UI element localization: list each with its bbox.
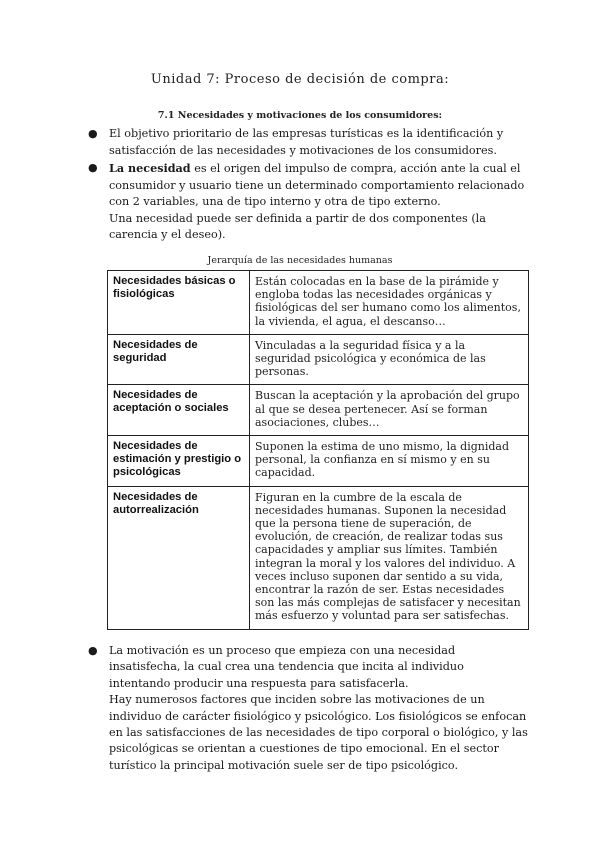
bold-term: La necesidad (109, 161, 191, 175)
list-item (88, 643, 528, 774)
section-heading: 7.1 Necesidades y motivaciones de los consumidores: (157, 110, 443, 121)
description-cell: Vinculadas a la seguridad física y a la seguridad psicológica y económica de las personas. (250, 334, 529, 385)
bullet-text (109, 160, 528, 211)
category-cell: Necesidades de seguridad (108, 334, 250, 385)
bullet-text: La motivación es un proceso que empieza con una necesidad insatisfecha, la cual crea una tendencia que incita al individuo intentando producir una respuesta para satisfacerla. (109, 644, 464, 690)
list-item (88, 160, 528, 244)
description-cell: Están colocadas en la base de la pirámide y engloba todas las necesidades orgánicas y fisiológicas del ser humano como los alimentos, la vivienda, el agua, el descanso… (250, 271, 529, 335)
motivation-bullet-list (88, 643, 528, 774)
category-cell: Necesidades de aceptación o sociales (108, 385, 250, 436)
table-row (108, 436, 529, 487)
table-row (108, 334, 529, 385)
page-title: Unidad 7: Proceso de decisión de compra: (150, 72, 450, 87)
description-cell: Figuran en la cumbre de la escala de necesidades humanas. Suponen la necesidad que la persona tiene de superación, de evolución, de creación, de realizar todas sus capacidades y ampliar sus límites. También integran la moral y los valores del individuo. A veces incluso suponen dar sentido a su vida, encontrar la razón de ser. Estas necesidades son las más complejas de satisfacer y necesitan más esfuerzo y voluntad para ser satisfechas. (250, 486, 529, 629)
table-caption: Jerarquía de las necesidades humanas (207, 255, 393, 266)
description-cell: Buscan la aceptación y la aprobación del grupo al que se desea pertenecer. Así se forman asociaciones, clubes… (250, 385, 529, 436)
table-row (108, 271, 529, 335)
bullet-icon: ● (88, 644, 98, 657)
table-row (108, 486, 529, 629)
category-cell: Necesidades de autorrealización (108, 486, 250, 629)
intro-bullet-list (88, 126, 528, 244)
bullet-continuation: Una necesidad puede ser definida a partir de dos componentes (la carencia y el deseo). (109, 211, 486, 241)
table-row (108, 385, 529, 436)
bullet-text-rest: es el origen del impulso de compra, acción ante la cual el consumidor y usuario tiene un determinado comportamiento relacionado con 2 variables, una de tipo interno y otra de tipo externo. (109, 162, 525, 208)
bullet-icon: ● (88, 127, 98, 140)
needs-hierarchy-table (107, 270, 529, 630)
description-cell: Suponen la estima de uno mismo, la dignidad personal, la confianza en sí mismo y en su capacidad. (250, 436, 529, 487)
category-cell: Necesidades básicas o fisiológicas (108, 271, 250, 335)
bullet-text: El objetivo prioritario de las empresas turísticas es la identificación y satisfacción de las necesidades y motivaciones de los consumidores. (109, 127, 504, 157)
category-cell: Necesidades de estimación y prestigio o psicológicas (108, 436, 250, 487)
list-item (88, 126, 528, 159)
bullet-continuation: Hay numerosos factores que inciden sobre las motivaciones de un individuo de carácter fisiológico y psicológico. Los fisiológicos se enfocan en las satisfacciones de las necesidades de tipo corporal o biológico, y las psicológicas se orientan a cuestiones de tipo emocional. En el sector turístico la principal motivación suele ser de tipo psicológico. (109, 693, 528, 772)
bullet-icon: ● (88, 161, 98, 174)
